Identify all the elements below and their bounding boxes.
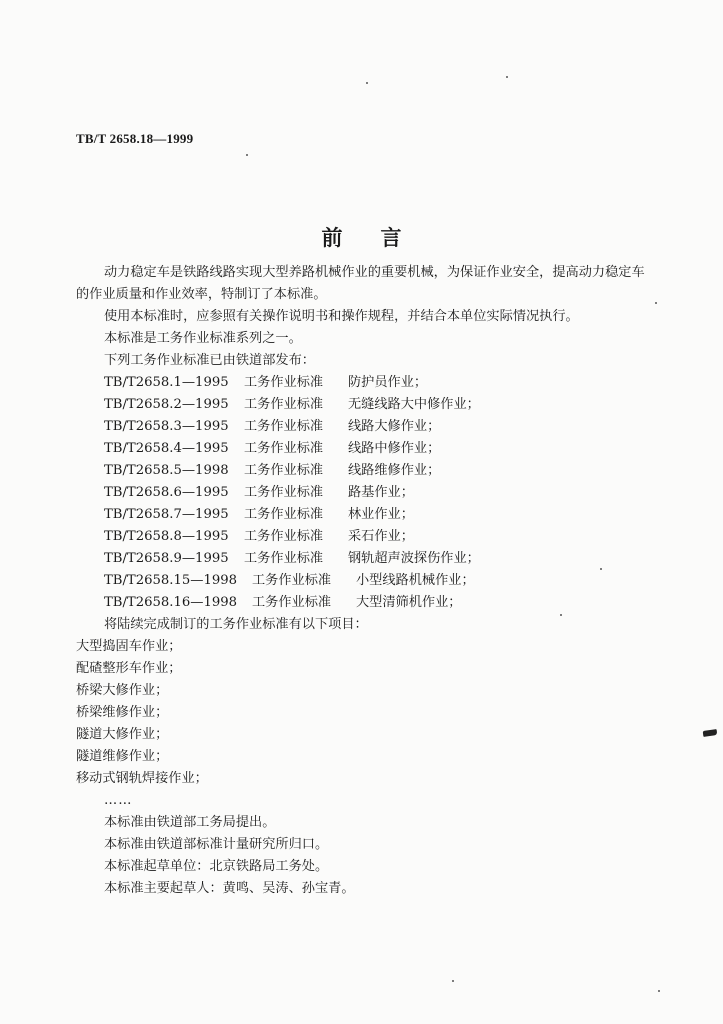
standard-row-kind: 工务作业标准 xyxy=(244,551,324,566)
upcoming-intro: 将陆续完成制订的工务作业标准有以下项目： xyxy=(104,617,368,632)
title-char-2: 言 xyxy=(380,226,402,250)
standard-row-name: 防护员作业； xyxy=(348,375,428,390)
upcoming-standards-list xyxy=(76,636,656,790)
standard-row xyxy=(76,548,656,570)
standard-row-name: 钢轨超声波探伤作业； xyxy=(348,551,480,566)
list-item: 桥梁大修作业； xyxy=(76,683,169,698)
standard-row-code: TB/T2658.5—1998 xyxy=(104,463,229,478)
standard-row-name: 小型线路机械作业； xyxy=(356,573,475,588)
standard-row xyxy=(76,504,656,526)
scan-speck xyxy=(366,82,368,84)
scan-speck xyxy=(452,980,454,982)
standard-row-name: 无缝线路大中修作业； xyxy=(348,397,480,412)
standard-row xyxy=(76,460,656,482)
standard-row-code: TB/T2658.9—1995 xyxy=(104,551,229,566)
list-item: 隧道大修作业； xyxy=(76,727,169,742)
list-item: 桥梁维修作业； xyxy=(76,705,169,720)
standard-row-name: 林业作业； xyxy=(348,507,414,522)
standard-row-code: TB/T2658.4—1995 xyxy=(104,441,229,456)
paragraph: 下列工务作业标准已由铁道部发布： xyxy=(104,353,315,368)
standard-row-kind: 工务作业标准 xyxy=(244,529,324,544)
list-item: 配碴整形车作业； xyxy=(76,661,182,676)
list-item: 隧道维修作业； xyxy=(76,749,169,764)
standard-row-kind: 工务作业标准 xyxy=(252,573,332,588)
standard-row xyxy=(76,570,656,592)
standard-row-code: TB/T2658.1—1995 xyxy=(104,375,229,390)
closing-statements xyxy=(76,812,656,900)
standard-row-name: 大型清筛机作业； xyxy=(356,595,462,610)
closing-line: 本标准起草单位：北京铁路局工务处。 xyxy=(104,859,329,874)
standard-row-kind: 工务作业标准 xyxy=(244,397,324,412)
closing-line: 本标准由铁道部工务局提出。 xyxy=(104,815,276,830)
title-char-1: 前 xyxy=(321,226,343,250)
standard-row xyxy=(76,592,656,614)
standard-code: TB/T 2658.18—1999 xyxy=(76,131,194,146)
published-standards-list xyxy=(76,372,656,614)
standard-row xyxy=(76,416,656,438)
scan-speck xyxy=(246,154,248,156)
standard-row-code: TB/T2658.3—1995 xyxy=(104,419,229,434)
scan-speck xyxy=(506,76,508,78)
standard-row-name: 线路大修作业； xyxy=(348,419,441,434)
standard-row-kind: 工务作业标准 xyxy=(244,419,324,434)
scan-edge-mark xyxy=(703,729,718,737)
scan-speck xyxy=(655,302,657,304)
standard-row-kind: 工务作业标准 xyxy=(252,595,332,610)
scan-speck xyxy=(560,614,562,616)
standard-row-kind: 工务作业标准 xyxy=(244,463,324,478)
standard-row-name: 线路中修作业； xyxy=(348,441,441,456)
paragraph: 本标准是工务作业标准系列之一。 xyxy=(104,331,302,346)
list-item: 移动式钢轨焊接作业； xyxy=(76,771,208,786)
standard-row-code: TB/T2658.15—1998 xyxy=(104,573,238,588)
ellipsis: …… xyxy=(104,793,133,808)
scan-speck xyxy=(658,990,660,992)
standard-row-code: TB/T2658.7—1995 xyxy=(104,507,229,522)
standard-row-kind: 工务作业标准 xyxy=(244,507,324,522)
standard-row-kind: 工务作业标准 xyxy=(244,375,324,390)
standard-row-kind: 工务作业标准 xyxy=(244,485,324,500)
list-item: 大型捣固车作业； xyxy=(76,639,182,654)
standard-row-name: 采石作业； xyxy=(348,529,414,544)
paragraph: 动力稳定车是铁路线路实现大型养路机械作业的重要机械，为保证作业安全，提高动力稳定车的作业质量和作业效率，特制订了本标准。 xyxy=(76,265,645,302)
scan-speck xyxy=(600,568,602,570)
paragraph: 使用本标准时，应参照有关操作说明书和操作规程，并结合本单位实际情况执行。 xyxy=(104,309,579,324)
standard-row xyxy=(76,372,656,394)
standard-row-code: TB/T2658.8—1995 xyxy=(104,529,229,544)
standard-row xyxy=(76,394,656,416)
standard-row xyxy=(76,526,656,548)
standard-row xyxy=(76,482,656,504)
standard-row-name: 线路维修作业； xyxy=(348,463,441,478)
standard-row-code: TB/T2658.6—1995 xyxy=(104,485,229,500)
standard-row xyxy=(76,438,656,460)
closing-line: 本标准主要起草人：黄鸣、吴涛、孙宝青。 xyxy=(104,881,355,896)
closing-line: 本标准由铁道部标准计量研究所归口。 xyxy=(104,837,329,852)
foreword-body xyxy=(76,262,656,900)
standard-row-code: TB/T2658.2—1995 xyxy=(104,397,229,412)
standard-row-name: 路基作业； xyxy=(348,485,414,500)
standard-row-kind: 工务作业标准 xyxy=(244,441,324,456)
standard-row-code: TB/T2658.16—1998 xyxy=(104,595,238,610)
page-title xyxy=(0,222,723,252)
